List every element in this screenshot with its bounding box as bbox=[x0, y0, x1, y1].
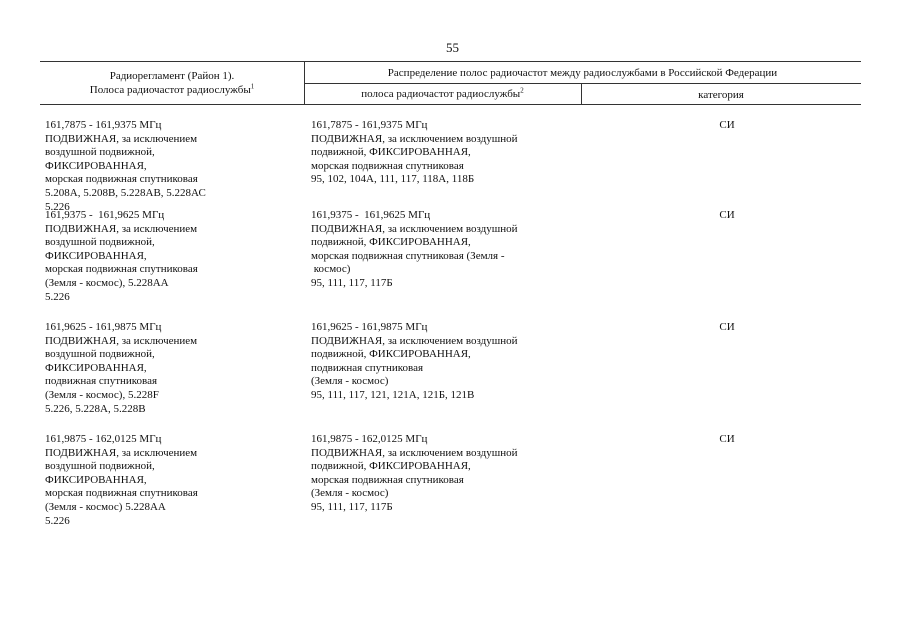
row-2-rf-cell bbox=[311, 209, 581, 291]
header-mid-rule bbox=[304, 83, 861, 84]
cell-line: подвижная спутниковая bbox=[311, 361, 424, 374]
row-3-category-cell: СИ bbox=[719, 321, 735, 333]
cell-line: ФИКСИРОВАННАЯ, bbox=[45, 473, 147, 486]
cell-line: 161,7875 - 161,9375 МГц bbox=[311, 119, 428, 131]
cell-line: ПОДВИЖНАЯ, за исключением воздушной bbox=[311, 132, 518, 145]
cell-line: 95, 111, 117, 121, 121А, 121Б, 121В bbox=[311, 388, 475, 401]
cell-line: 161,9375 - 161,9625 МГц bbox=[45, 209, 165, 221]
cell-line: морская подвижная спутниковая bbox=[45, 263, 198, 276]
row-3-rf-cell bbox=[311, 321, 581, 403]
cell-line: (Земля - космос), 5.228АА bbox=[45, 276, 169, 289]
cell-line: 5.226, 5.228А, 5.228В bbox=[45, 402, 146, 415]
cell-line: подвижной, ФИКСИРОВАННАЯ, bbox=[311, 236, 471, 249]
cell-line: ФИКСИРОВАННАЯ, bbox=[45, 361, 147, 374]
cell-line: (Земля - космос) bbox=[311, 375, 389, 388]
header-bottom-rule bbox=[40, 104, 861, 105]
cell-line: ПОДВИЖНАЯ, за исключением bbox=[45, 334, 198, 347]
footnote-marker-1: 1 bbox=[250, 82, 255, 91]
cell-line: 95, 111, 117, 117Б bbox=[311, 276, 393, 289]
cell-line: ПОДВИЖНАЯ, за исключением воздушной bbox=[311, 222, 518, 235]
cell-line: 5.208А, 5.208В, 5.228АВ, 5.228АС bbox=[45, 186, 206, 199]
row-4-category-cell: СИ bbox=[719, 433, 735, 445]
cell-line: ПОДВИЖНАЯ, за исключением воздушной bbox=[311, 334, 518, 347]
cell-line: морская подвижная спутниковая (Земля - bbox=[311, 249, 505, 262]
cell-line: (Земля - космос) bbox=[311, 487, 389, 500]
cell-line: 95, 111, 117, 117Б bbox=[311, 500, 393, 513]
row-4-rf-cell bbox=[311, 433, 581, 515]
table-top-rule bbox=[40, 61, 861, 62]
cell-line: ПОДВИЖНАЯ, за исключением bbox=[45, 446, 198, 459]
row-1-category-cell: СИ bbox=[719, 119, 735, 131]
cell-line: воздушной подвижной, bbox=[45, 348, 155, 361]
row-1-itu-cell bbox=[45, 119, 295, 214]
cell-line: подвижной, ФИКСИРОВАННАЯ, bbox=[311, 460, 471, 473]
cell-line: 161,9625 - 161,9875 МГц bbox=[311, 321, 428, 333]
row-1-rf-cell bbox=[311, 119, 581, 187]
header-cell-category: категория bbox=[698, 89, 744, 101]
cell-line: воздушной подвижной, bbox=[45, 146, 155, 159]
cell-line: 161,9625 - 161,9875 МГц bbox=[45, 321, 162, 333]
cell-line: воздушной подвижной, bbox=[45, 460, 155, 473]
cell-line: ФИКСИРОВАННАЯ, bbox=[45, 159, 147, 172]
header-itu-line1: Радиорегламент (Район 1). bbox=[109, 70, 235, 82]
header-cell-span-title: Распределение полос радиочастот между радиослужбами в Российской Федерации bbox=[387, 67, 778, 79]
row-3-itu-cell bbox=[45, 321, 295, 416]
cell-line: морская подвижная спутниковая bbox=[311, 159, 464, 172]
cell-line: космос) bbox=[311, 263, 351, 276]
cell-line: морская подвижная спутниковая bbox=[45, 487, 198, 500]
cell-line: 161,9375 - 161,9625 МГц bbox=[311, 209, 431, 221]
row-4-itu-cell bbox=[45, 433, 295, 528]
page-number: 55 bbox=[446, 40, 459, 55]
cell-line: подвижной, ФИКСИРОВАННАЯ, bbox=[311, 146, 471, 159]
cell-line: воздушной подвижной, bbox=[45, 236, 155, 249]
header-rf-band-text: полоса радиочастот радиослужбы bbox=[361, 88, 521, 100]
cell-line: 161,7875 - 161,9375 МГц bbox=[45, 119, 162, 131]
cell-line: (Земля - космос), 5.228F bbox=[45, 388, 159, 401]
cell-line: 5.226 bbox=[45, 290, 70, 303]
cell-line: подвижная спутниковая bbox=[45, 375, 158, 388]
header-cell-rf-band bbox=[304, 87, 581, 101]
row-2-itu-cell bbox=[45, 209, 295, 304]
row-2-category-cell: СИ bbox=[719, 209, 735, 221]
header-itu-line2 bbox=[40, 83, 304, 97]
cell-line: 95, 102, 104А, 111, 117, 118А, 118Б bbox=[311, 173, 475, 186]
footnote-marker-2: 2 bbox=[520, 86, 524, 95]
cell-line: (Земля - космос) 5.228АА bbox=[45, 500, 166, 513]
cell-line: 161,9875 - 162,0125 МГц bbox=[311, 433, 428, 445]
cell-line: 161,9875 - 162,0125 МГц bbox=[45, 433, 162, 445]
cell-line: морская подвижная спутниковая bbox=[45, 173, 198, 186]
cell-line: ПОДВИЖНАЯ, за исключением bbox=[45, 132, 198, 145]
cell-line: ПОДВИЖНАЯ, за исключением воздушной bbox=[311, 446, 518, 459]
cell-line: подвижной, ФИКСИРОВАННАЯ, bbox=[311, 348, 471, 361]
header-itu-line2-text: Полоса радиочастот радиослужбы bbox=[89, 84, 251, 96]
cell-line: ПОДВИЖНАЯ, за исключением bbox=[45, 222, 198, 235]
cell-line: морская подвижная спутниковая bbox=[311, 473, 464, 486]
cell-line: 5.226 bbox=[45, 200, 70, 213]
cell-line: ФИКСИРОВАННАЯ, bbox=[45, 249, 147, 262]
header-cell-itu-band bbox=[40, 69, 304, 97]
cell-line: 5.226 bbox=[45, 514, 70, 527]
